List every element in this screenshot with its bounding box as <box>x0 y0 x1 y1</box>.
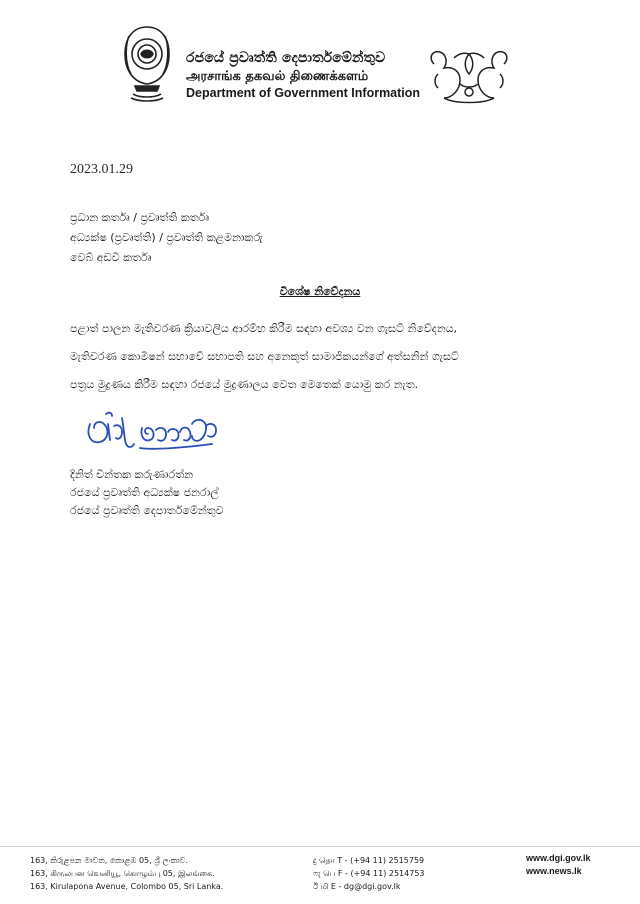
recipient-line: අධ්‍යක්ෂ (ප්‍රවෘත්ති) / ප්‍රවෘත්ති කළමනාකරු <box>70 231 263 244</box>
body-line: පළාත් පාලන මැතිවරණ ක්‍රියාවලිය ආරම්භ කිරීම සඳහා අවශ්‍ය වන ගැසට් නිවේදනය, <box>70 322 458 335</box>
footer-contacts <box>313 854 425 893</box>
footer-address <box>30 854 223 893</box>
letter-body <box>70 315 570 399</box>
lion-emblem-icon <box>424 44 514 108</box>
signatory-block <box>70 466 224 520</box>
website-link: www.dgi.gov.lk <box>526 853 591 863</box>
address-line: 163, Kirulapona Avenue, Colombo 05, Sri Lanka. <box>30 882 224 891</box>
subject-text: විශේෂ නිවේදනය <box>279 285 361 298</box>
contact-email: ඊ மி E - dg@dgi.gov.lk <box>313 882 401 891</box>
signatory-title: රජයේ ප්‍රවෘත්ති අධ්‍යක්ෂ ජනරාල් <box>70 486 219 499</box>
address-line: 163, කිරුළපන මාවත, කොළඹ 05, ශ්‍රී ලංකාව. <box>30 856 189 865</box>
body-line: මැතිවරණ කොමිෂන් සභාවේ සභාපති සහ අනෙකුත් සාමාජිකයන්ගේ අත්සනින් ගැසට් <box>70 350 459 363</box>
department-name-tamil: அரசாங்க தகவல் திணைக்களம் <box>186 69 369 84</box>
contact-fax: ෆැ பெ F - (+94 11) 2514753 <box>313 869 425 878</box>
contact-telephone: දු தொ T - (+94 11) 2515759 <box>313 856 425 865</box>
body-line: පත්‍රය මුද්‍රණය කිරීම සඳහා රජයේ මුද්‍රණාලය වෙත මෙතෙක් යොමු කර නැත. <box>70 378 419 391</box>
recipient-line: ප්‍රධාන කර්තෘ / ප්‍රවෘත්ති කර්තෘ <box>70 211 209 224</box>
footer-websites <box>526 852 591 878</box>
signatory-department: රජයේ ප්‍රවෘත්ති දෙපාර්තමේන්තුව <box>70 504 224 517</box>
department-name-sinhala: රජයේ ප්‍රවෘත්ති දෙපාර්තමේන්තුව <box>186 50 386 66</box>
letterhead <box>0 0 640 115</box>
department-name-english: Department of Government Information <box>186 86 421 100</box>
sri-lanka-emblem-icon <box>121 24 173 102</box>
address-line: 163, கிருலபன வெனியூ, கொழும்பு 05, இலங்கை. <box>30 869 215 878</box>
footer-divider <box>0 846 640 847</box>
letter-date: 2023.01.29 <box>70 162 133 177</box>
letter-subject <box>0 285 640 299</box>
website-link: www.news.lk <box>526 866 582 876</box>
recipient-list <box>70 208 263 268</box>
recipient-line: වෙබ් අඩවි කර්තෘ <box>70 251 152 264</box>
signatory-name: දිනිත් චින්තක කරුණාරත්න <box>70 468 194 481</box>
handwritten-signature <box>82 404 232 456</box>
